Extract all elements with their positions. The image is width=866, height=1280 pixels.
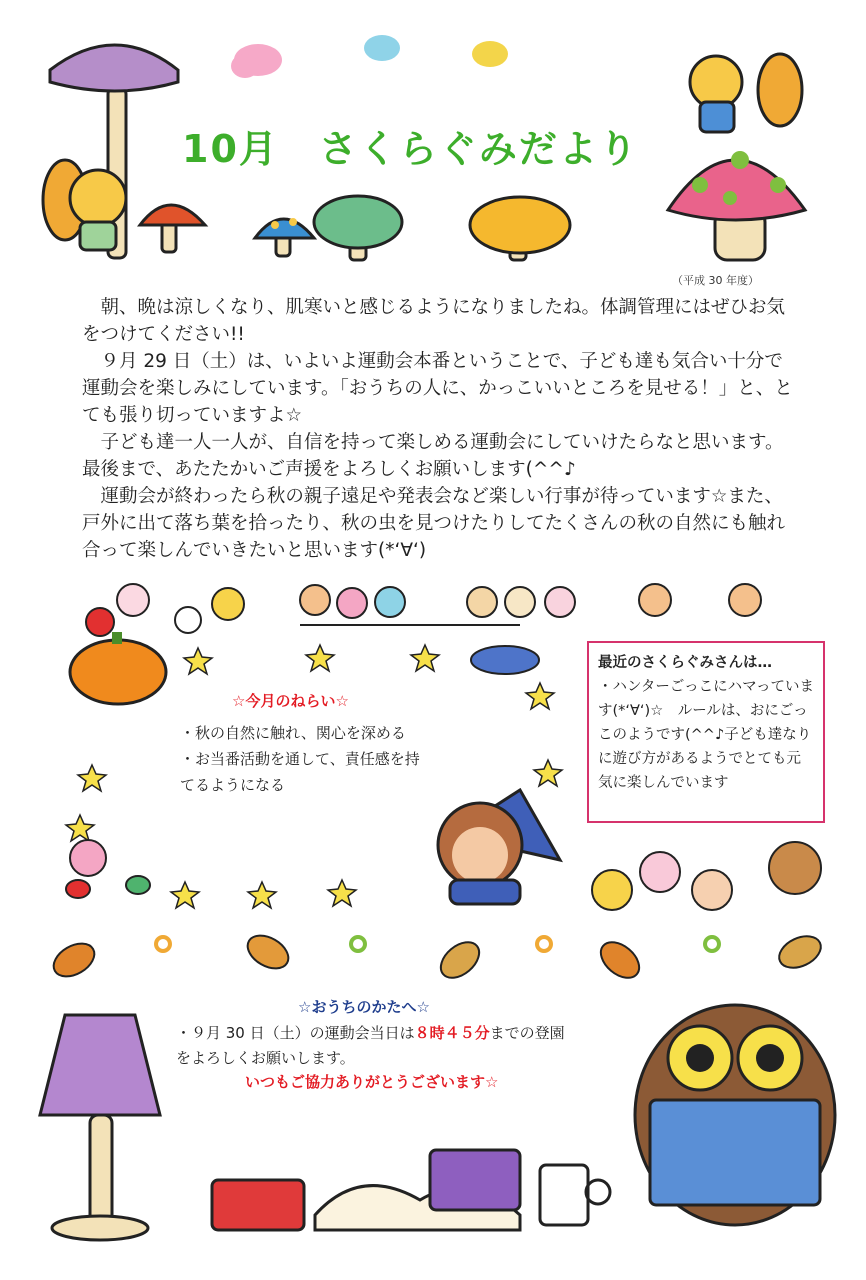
arrival-time: ８時４５分	[414, 1024, 490, 1042]
pumpkin-icon	[70, 632, 166, 704]
lollipop-icon	[70, 840, 106, 876]
aims-list	[180, 720, 430, 798]
recent-box	[587, 641, 825, 823]
home-line-1-before: ・９月 30 日（土）の運動会当日は	[176, 1024, 415, 1042]
aims-item: ・秋の自然に触れ、関心を深める	[180, 724, 406, 742]
intro-text	[82, 294, 794, 564]
thanks-line: いつもご協力ありがとうございます☆	[245, 1073, 499, 1091]
cup-icon	[540, 1165, 610, 1225]
children-row-icon	[86, 584, 761, 636]
squirrel-left-icon	[43, 160, 126, 250]
books-icon	[212, 1150, 520, 1230]
page-title: 10月 さくらぐみだより	[182, 127, 639, 171]
aims-item: ・お当番活動を通して、責任感を持てるようになる	[180, 750, 420, 794]
squirrel-right-icon	[690, 54, 802, 132]
cloud-icon	[472, 41, 508, 67]
home-title: ☆おうちのかたへ☆	[298, 998, 430, 1016]
lamp-icon	[40, 1015, 160, 1240]
recent-body: ・ハンターごっこにハマっています(*‘∀‘)☆ ルールは、おにごっこのようです(^^♪子ども達なりに遊び方があるようでとても元気に楽しんでいます	[598, 679, 815, 791]
intro-paragraph: 運動会が終わったら秋の親子遠足や発表会など楽しい行事が待っています☆また、戸外に出て落ち葉を拾ったり、秋の虫を見つけたりしてたくさんの秋の自然にも触れ合って楽しんでいきたいと思います(*‘∀‘)	[82, 486, 786, 561]
cloud-icon	[364, 35, 400, 61]
leaf-row-icon	[48, 929, 826, 985]
recent-heading: 最近のさくらぐみさんは…	[598, 655, 772, 671]
intro-paragraph: 朝、晩は涼しくなり、肌寒いと感じるようになりましたね。体調管理にはぜひお気をつけてください!!	[82, 297, 786, 345]
red-mushroom-icon	[140, 205, 205, 252]
home-line-2: をよろしくお願いします。	[176, 1049, 355, 1067]
cloud-icon	[231, 44, 282, 78]
pink-mushroom-icon	[668, 151, 805, 260]
year-note: （平成 30 年度）	[672, 274, 759, 287]
intro-paragraph: ９月 29 日（土）は、いよいよ運動会本番ということで、子ども達も気合い十分で運動会を楽しみにしています。「おうちの人に、かっこいいところを見せる！」と、とても張り切っていますよ☆	[82, 351, 793, 426]
candy-icon	[66, 876, 150, 898]
blue-mushroom-icon	[255, 218, 314, 256]
wizard-squirrel-icon	[438, 790, 560, 904]
home-line-1	[176, 1022, 565, 1043]
home-line-1-after: までの登園	[489, 1024, 565, 1042]
aims-title: ☆今月のねらい☆	[232, 692, 349, 710]
green-striped-mushroom-icon	[314, 196, 402, 260]
owl-icon	[635, 1005, 835, 1225]
bat-icon	[471, 646, 539, 674]
intro-paragraph: 子ども達一人一人が、自信を持って楽しめる運動会にしていけたらなと思います。最後まで、あたたかいご声援をよろしくお願いします(^^♪	[82, 432, 784, 480]
animals-group-icon	[592, 842, 821, 910]
heart-mushroom-icon	[470, 197, 570, 260]
